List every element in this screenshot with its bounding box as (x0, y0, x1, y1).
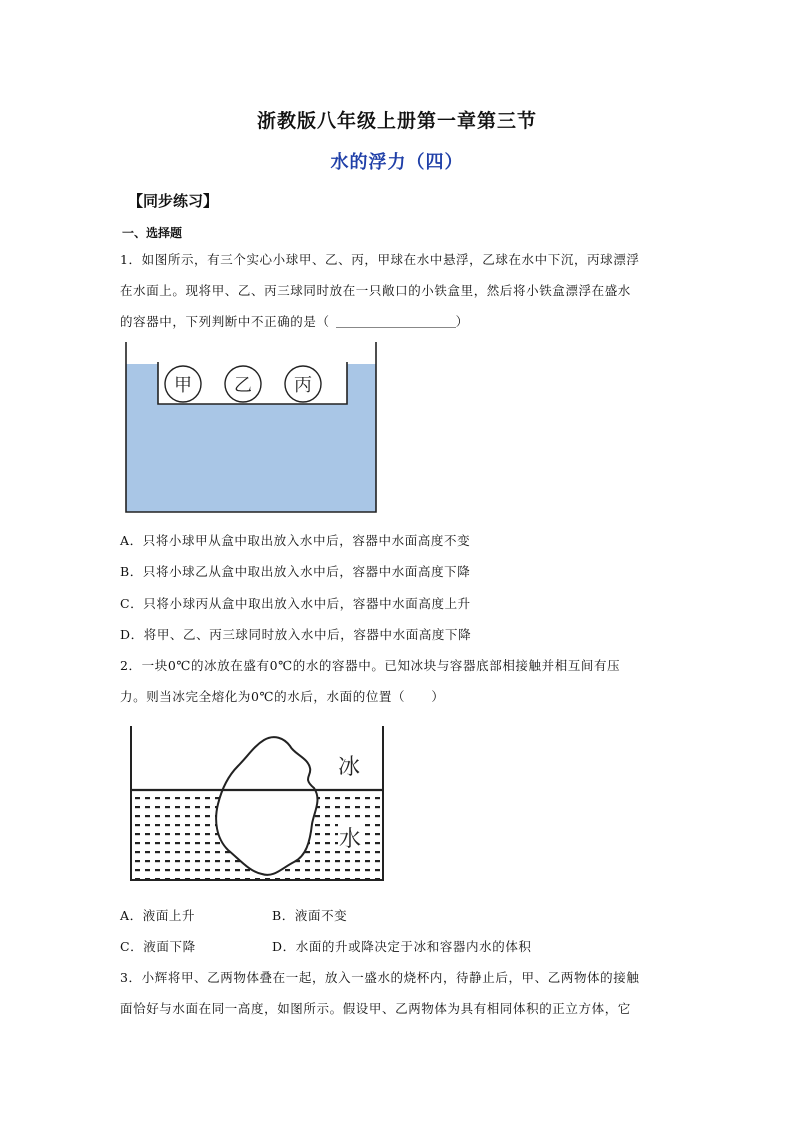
q2-figure-container (124, 722, 388, 886)
ice-label: 冰 (337, 755, 361, 780)
q2-option-b: B．液面不变 (272, 908, 348, 923)
ball-bing-label: 丙 (294, 375, 312, 396)
q1-text-line-1: 1．如图所示，有三个实心小球甲、乙、丙，甲球在水中悬浮，乙球在水中下沉，丙球漂浮 (120, 252, 640, 267)
answer-blank (336, 315, 456, 328)
q1-option-d: D．将甲、乙、丙三球同时放入水中后，容器中水面高度下降 (120, 627, 472, 642)
q2-option-c: C．液面下降 (120, 939, 196, 954)
q1-option-a: A．只将小球甲从盒中取出放入水中后，容器中水面高度不变 (120, 533, 471, 548)
q1-text-line-3 (120, 312, 469, 330)
ball-jia-label: 甲 (174, 375, 192, 396)
q2-text-line-2: 力。则当冰完全熔化为0℃的水后，水面的位置（ ） (120, 689, 445, 704)
q2-text-line-1: 2．一块0℃的冰放在盛有0℃的水的容器中。已知冰块与容器底部相接触并相互间有压 (120, 658, 621, 673)
q2-option-d: D．水面的升或降决定于冰和容器内水的体积 (272, 939, 532, 954)
q1-figure-container (120, 340, 382, 516)
q1-stem-end: 的容器中，下列判断中不正确的是（ (120, 314, 330, 329)
q2-option-a: A．液面上升 (120, 908, 196, 923)
section-heading: 【同步练习】 (128, 192, 219, 210)
ball-yi-label: 乙 (234, 375, 252, 396)
document-title: 浙教版八年级上册第一章第三节 (256, 110, 537, 132)
q1-option-c: C．只将小球丙从盒中取出放入水中后，容器中水面高度上升 (120, 596, 471, 611)
q1-text-line-2: 在水面上。现将甲、乙、丙三球同时放在一只敞口的小铁盒里，然后将小铁盒漂浮在盛水 (120, 283, 631, 298)
q3-text-line-1: 3．小辉将甲、乙两物体叠在一起，放入一盛水的烧杯内，待静止后，甲、乙两物体的接触 (120, 970, 640, 985)
document-subtitle: 水的浮力（四） (330, 152, 464, 173)
q3-text-line-2: 面恰好与水面在同一高度，如图所示。假设甲、乙两物体为具有相同体积的正立方体，它 (120, 1001, 631, 1016)
section-subheading: 一、选择题 (122, 226, 183, 240)
q1-option-b: B．只将小球乙从盒中取出放入水中后，容器中水面高度下降 (120, 564, 471, 579)
water-label: 水 (338, 827, 362, 852)
q1-paren-close: ） (455, 314, 469, 329)
